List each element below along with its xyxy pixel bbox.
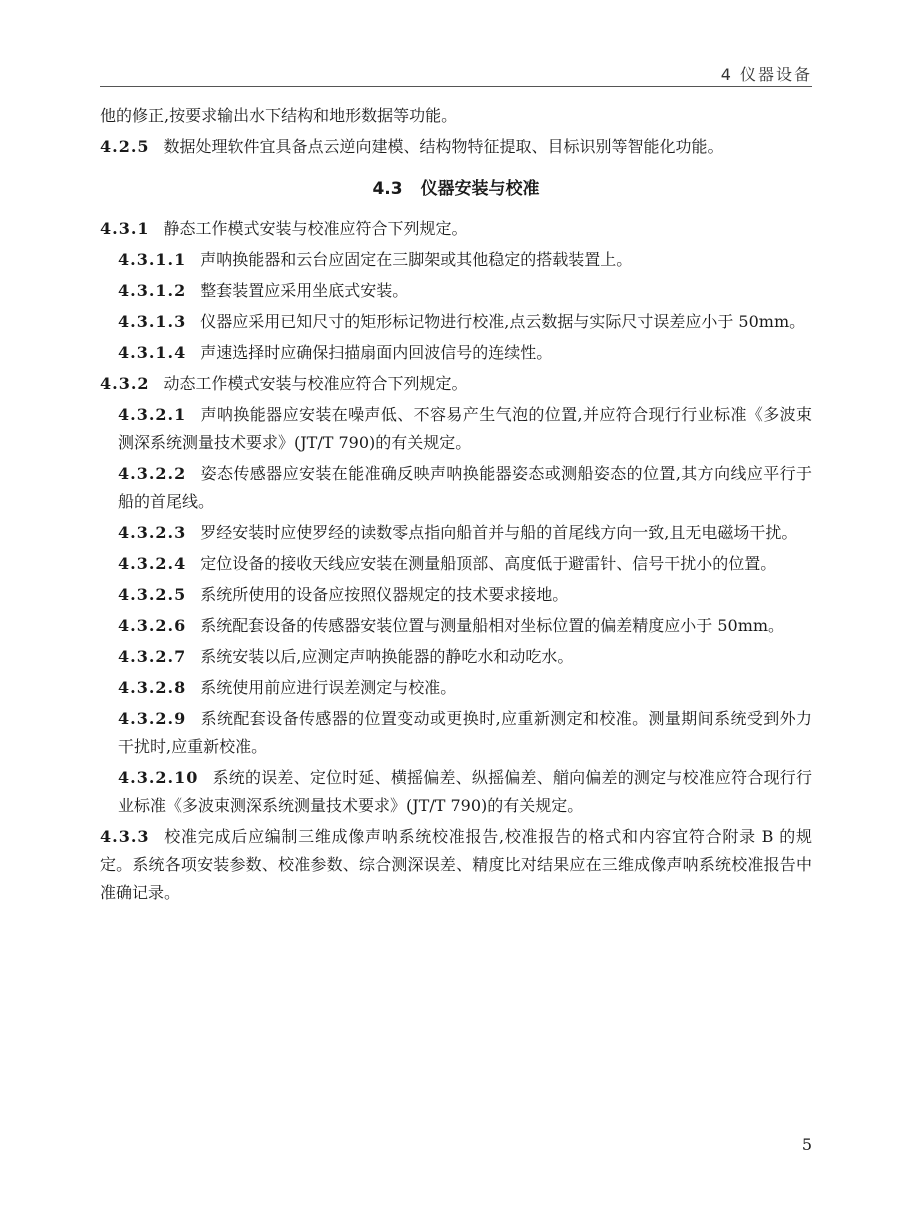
clause-text: 声速选择时应确保扫描扇面内回波信号的连续性。 xyxy=(200,343,553,362)
clause-4-3-2-3 xyxy=(100,519,812,547)
section-title: 仪器安装与校准 xyxy=(420,179,540,199)
clause-text: 系统配套设备的传感器安装位置与测量船相对坐标位置的偏差精度应小于 50mm。 xyxy=(200,616,785,635)
clause-number: 4.3.2.9 xyxy=(118,709,187,728)
paragraph-text: 他的修正,按要求输出水下结构和地形数据等功能。 xyxy=(100,106,458,125)
clause-text: 校准完成后应编制三维成像声呐系统校准报告,校准报告的格式和内容宜符合附录 B 的规定。系统各项安装参数、校准参数、综合测深误差、精度比对结果应在三维成像声呐系统校准报告中准确记录。 xyxy=(100,827,812,902)
clause-number: 4.3.2.6 xyxy=(118,616,187,635)
clause-4-3-2-2 xyxy=(100,460,812,516)
clause-number: 4.3.2.5 xyxy=(118,585,187,604)
clause-number: 4.3.2.4 xyxy=(118,554,187,573)
clause-4-3-3 xyxy=(100,823,812,907)
clause-number: 4.3.1 xyxy=(100,219,150,238)
clause-number: 4.3.2.2 xyxy=(118,464,187,483)
clause-number: 4.3.2.10 xyxy=(118,768,199,787)
clause-4-3-2 xyxy=(100,370,812,398)
clause-text: 声呐换能器和云台应固定在三脚架或其他稳定的搭载装置上。 xyxy=(200,250,633,269)
clause-number: 4.3.3 xyxy=(100,827,150,846)
clause-number: 4.3.1.1 xyxy=(118,250,187,269)
paragraph-continued xyxy=(100,102,812,130)
section-number: 4.3 xyxy=(372,179,403,199)
clause-number: 4.3.1.4 xyxy=(118,343,187,362)
clause-number: 4.3.2.8 xyxy=(118,678,187,697)
clause-number: 4.2.5 xyxy=(100,137,150,156)
clause-4-3-2-6 xyxy=(100,612,812,640)
clause-text: 系统所使用的设备应按照仪器规定的技术要求接地。 xyxy=(200,585,569,604)
clause-4-3-1-2 xyxy=(100,277,812,305)
clause-text: 罗经安装时应使罗经的读数零点指向船首并与船的首尾线方向一致,且无电磁场干扰。 xyxy=(200,523,798,542)
clause-number: 4.3.2 xyxy=(100,374,150,393)
clause-text: 静态工作模式安装与校准应符合下列规定。 xyxy=(163,219,468,238)
clause-number: 4.3.2.3 xyxy=(118,523,187,542)
clause-text: 声呐换能器应安装在噪声低、不容易产生气泡的位置,并应符合现行行业标准《多波束测深系统测量技术要求》(JT/T 790)的有关规定。 xyxy=(118,405,812,452)
clause-number: 4.3.1.2 xyxy=(118,281,187,300)
page-number: 5 xyxy=(801,1135,812,1154)
page-body xyxy=(100,102,812,910)
clause-text: 数据处理软件宜具备点云逆向建模、结构物特征提取、目标识别等智能化功能。 xyxy=(163,137,724,156)
clause-4-2-5 xyxy=(100,133,812,161)
clause-4-3-2-10 xyxy=(100,764,812,820)
clause-number: 4.3.1.3 xyxy=(118,312,187,331)
running-header: 4 仪器设备 xyxy=(720,65,812,84)
header-rule xyxy=(100,86,812,87)
clause-number: 4.3.2.7 xyxy=(118,647,187,666)
clause-4-3-2-8 xyxy=(100,674,812,702)
clause-text: 动态工作模式安装与校准应符合下列规定。 xyxy=(163,374,468,393)
clause-4-3-2-5 xyxy=(100,581,812,609)
clause-number: 4.3.2.1 xyxy=(118,405,187,424)
clause-text: 系统安装以后,应测定声呐换能器的静吃水和动吃水。 xyxy=(200,647,574,666)
clause-text: 整套装置应采用坐底式安装。 xyxy=(200,281,409,300)
clause-4-3-1 xyxy=(100,215,812,243)
section-heading xyxy=(100,175,812,203)
clause-4-3-1-3 xyxy=(100,308,812,336)
clause-4-3-2-4 xyxy=(100,550,812,578)
clause-text: 定位设备的接收天线应安装在测量船顶部、高度低于避雷针、信号干扰小的位置。 xyxy=(200,554,777,573)
clause-4-3-1-4 xyxy=(100,339,812,367)
clause-4-3-2-9 xyxy=(100,705,812,761)
clause-4-3-2-1 xyxy=(100,401,812,457)
clause-text: 姿态传感器应安装在能准确反映声呐换能器姿态或测船姿态的位置,其方向线应平行于船的首尾线。 xyxy=(118,464,812,511)
clause-4-3-2-7 xyxy=(100,643,812,671)
clause-text: 系统配套设备传感器的位置变动或更换时,应重新测定和校准。测量期间系统受到外力干扰时,应重新校准。 xyxy=(118,709,812,756)
clause-4-3-1-1 xyxy=(100,246,812,274)
clause-text: 系统的误差、定位时延、横摇偏差、纵摇偏差、艏向偏差的测定与校准应符合现行行业标准《多波束测深系统测量技术要求》(JT/T 790)的有关规定。 xyxy=(118,768,812,815)
clause-text: 系统使用前应进行误差测定与校准。 xyxy=(200,678,457,697)
clause-text: 仪器应采用已知尺寸的矩形标记物进行校准,点云数据与实际尺寸误差应小于 50mm。 xyxy=(200,312,806,331)
